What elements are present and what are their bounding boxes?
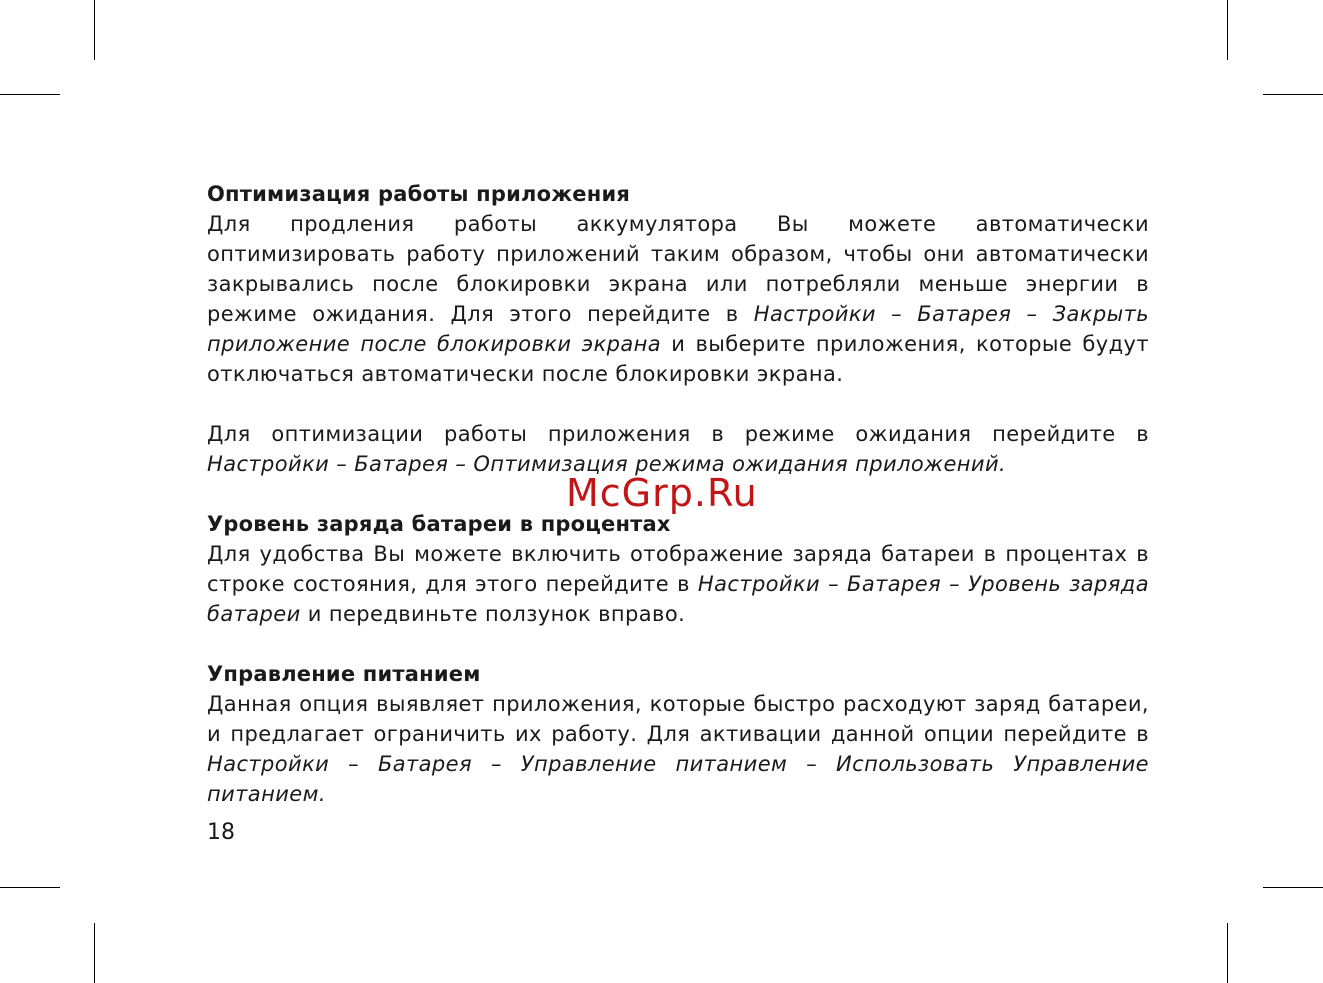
page-number: 18 [207,820,235,845]
crop-mark [1263,94,1323,95]
watermark-logo: McGrp.Ru [566,471,758,515]
section-heading-app-optimization: Оптимизация работы приложения [207,182,631,206]
paragraph-power-management [207,689,1149,809]
text-run: Для продления работы аккумулятора Вы можете автоматически оптимизировать работу приложений таким образом, чтобы они автоматически закрывались после блокировки экрана или потребляли меньше энергии в режиме ожидания. Для этого перейдите в [207,212,1149,326]
crop-mark [1227,923,1228,983]
crop-mark [0,887,60,888]
crop-mark [1263,887,1323,888]
text-run: и передвиньте ползунок вправо. [300,602,686,626]
settings-path-text: Настройки – Батарея – Закрыть приложение после блокировки экрана [207,302,1149,356]
crop-mark [94,0,95,60]
text-run: и выберите приложения, которые будут отключаться автоматически после блокировки экрана. [207,332,1149,386]
section-heading-power-management: Управление питанием [207,662,481,686]
text-run: Данная опция выявляет приложения, которые быстро расходуют заряд батареи, и предлагает ограничить их работу. Для активации данной опции перейдите в [207,692,1149,746]
crop-mark [94,923,95,983]
crop-mark [0,94,60,95]
settings-path-text: Настройки – Батарея – Управление питанием – Использовать Управление питанием. [207,752,1149,806]
text-run: Для удобства Вы можете включить отображение заряда батареи в процентах в строке состояния, для этого перейдите в [207,542,1149,596]
paragraph-app-optimization [207,209,1149,389]
paragraph-battery-percent [207,539,1149,629]
section-heading-battery-percent: Уровень заряда батареи в процентах [207,512,671,536]
text-run: Для оптимизации работы приложения в режиме ожидания перейдите в [207,422,1149,446]
settings-path-text: Настройки – Батарея – Оптимизация режима ожидания приложений. [207,452,1007,476]
crop-mark [1227,0,1228,60]
settings-path-text: Настройки – Батарея – Уровень заряда батареи [207,572,1149,626]
